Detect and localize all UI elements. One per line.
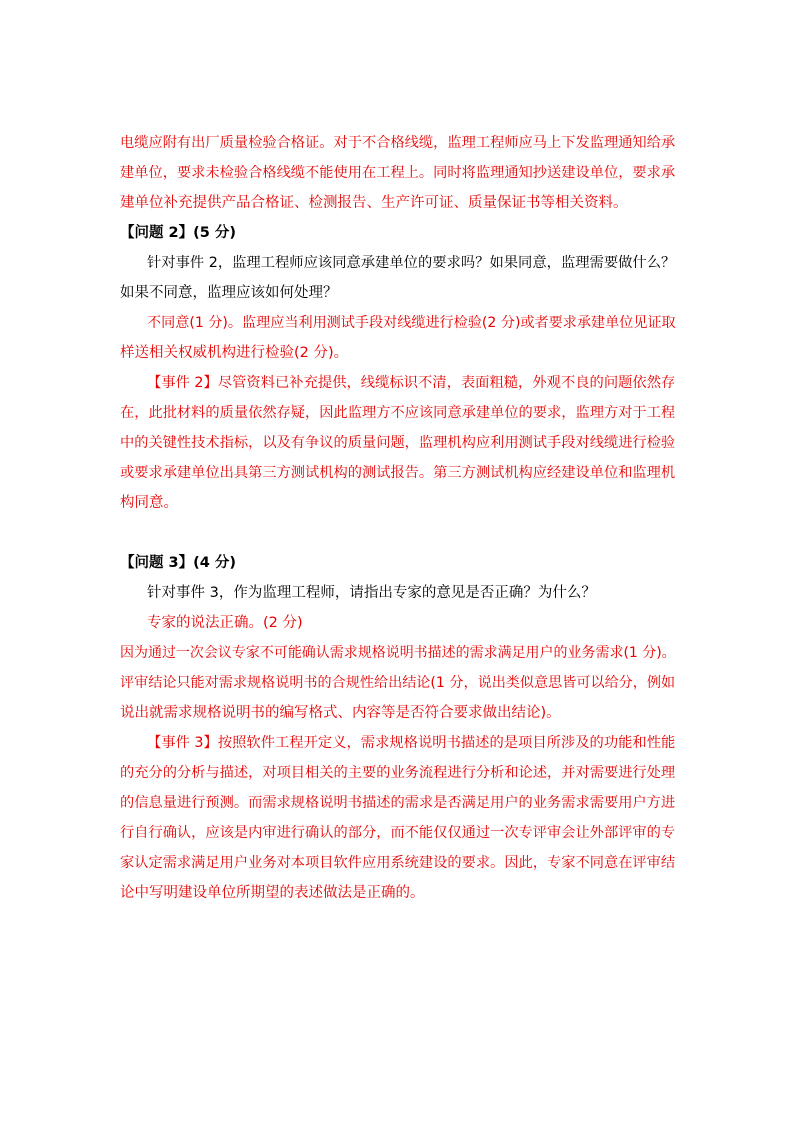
q2-question-line-2: 如果不同意，监理应该如何处理？ — [120, 285, 338, 301]
q3-explanation-line-1: 【事件 3】按照软件工程开定义，需求规格说明书描述的是项目所涉及的功能和性能 — [147, 735, 676, 751]
q3-question-line-1: 针对事件 3，作为监理工程师，请指出专家的意见是否正确？为什么？ — [147, 585, 596, 601]
q3-heading: 【问题 3】(4 分) — [120, 555, 237, 571]
q2-explanation-line-3: 中的关键性技术指标，以及有争议的质量问题，监理机构应利用测试手段对线缆进行检验 — [120, 435, 676, 451]
q3-explanation-line-5: 家认定需求满足用户业务对本项目软件应用系统建设的要求。因此，专家不同意在评审结 — [120, 855, 676, 871]
q3-explanation-line-2: 的充分的分析与描述，对项目相关的主要的业务流程进行分析和论述，并对需要进行处理 — [120, 765, 676, 781]
top-paragraph-line-3: 建单位补充提供产品合格证、检测报告、生产许可证、质量保证书等相关资料。 — [120, 195, 628, 211]
q2-explanation-line-1: 【事件 2】尽管资料已补充提供，线缆标识不清，表面粗糙，外观不良的问题依然存 — [147, 375, 676, 391]
q2-answer-line-2: 样送相关权威机构进行检验(2 分)。 — [120, 345, 349, 361]
q2-explanation-line-2: 在，此批材料的质量依然存疑，因此监理方不应该同意承建单位的要求，监理方对于工程 — [120, 405, 676, 421]
q2-heading: 【问题 2】(5 分) — [120, 225, 237, 241]
q3-answer-line-2: 因为通过一次会议专家不可能确认需求规格说明书描述的需求满足用户的业务需求(1 分)。 — [120, 645, 676, 661]
q3-answer-line-1: 专家的说法正确。(2 分) — [147, 615, 303, 631]
q3-answer-line-3: 评审结论只能对需求规格说明书的合规性给出结论(1 分，说出类似意思皆可以给分，例如 — [120, 675, 676, 691]
top-paragraph-line-2: 建单位，要求未检验合格线缆不能使用在工程上。同时将监理通知抄送建设单位，要求承 — [120, 165, 676, 181]
q2-question-line-1: 针对事件 2，监理工程师应该同意承建单位的要求吗？如果同意，监理需要做什么？ — [147, 255, 676, 271]
q2-explanation-line-5: 构同意。 — [120, 495, 178, 511]
q2-answer-line-1: 不同意(1 分)。监理应当利用测试手段对线缆进行检验(2 分)或者要求承建单位见证取 — [147, 315, 676, 331]
q2-explanation-line-4: 或要求承建单位出具第三方测试机构的测试报告。第三方测试机构应经建设单位和监理机 — [120, 465, 676, 481]
top-paragraph-line-1: 电缆应附有出厂质量检验合格证。对于不合格线缆，监理工程师应马上下发监理通知给承 — [120, 135, 676, 151]
q3-explanation-line-6: 论中写明建设单位所期望的表述做法是正确的。 — [120, 885, 425, 901]
q3-explanation-line-3: 的信息量进行预测。而需求规格说明书描述的需求是否满足用户的业务需求需要用户方进 — [120, 795, 676, 811]
q3-explanation-line-4: 行自行确认，应该是内审进行确认的部分，而不能仅仅通过一次专评审会让外部评审的专 — [120, 825, 676, 841]
q3-answer-line-4: 说出就需求规格说明书的编写格式、内容等是否符合要求做出结论)。 — [120, 705, 561, 721]
